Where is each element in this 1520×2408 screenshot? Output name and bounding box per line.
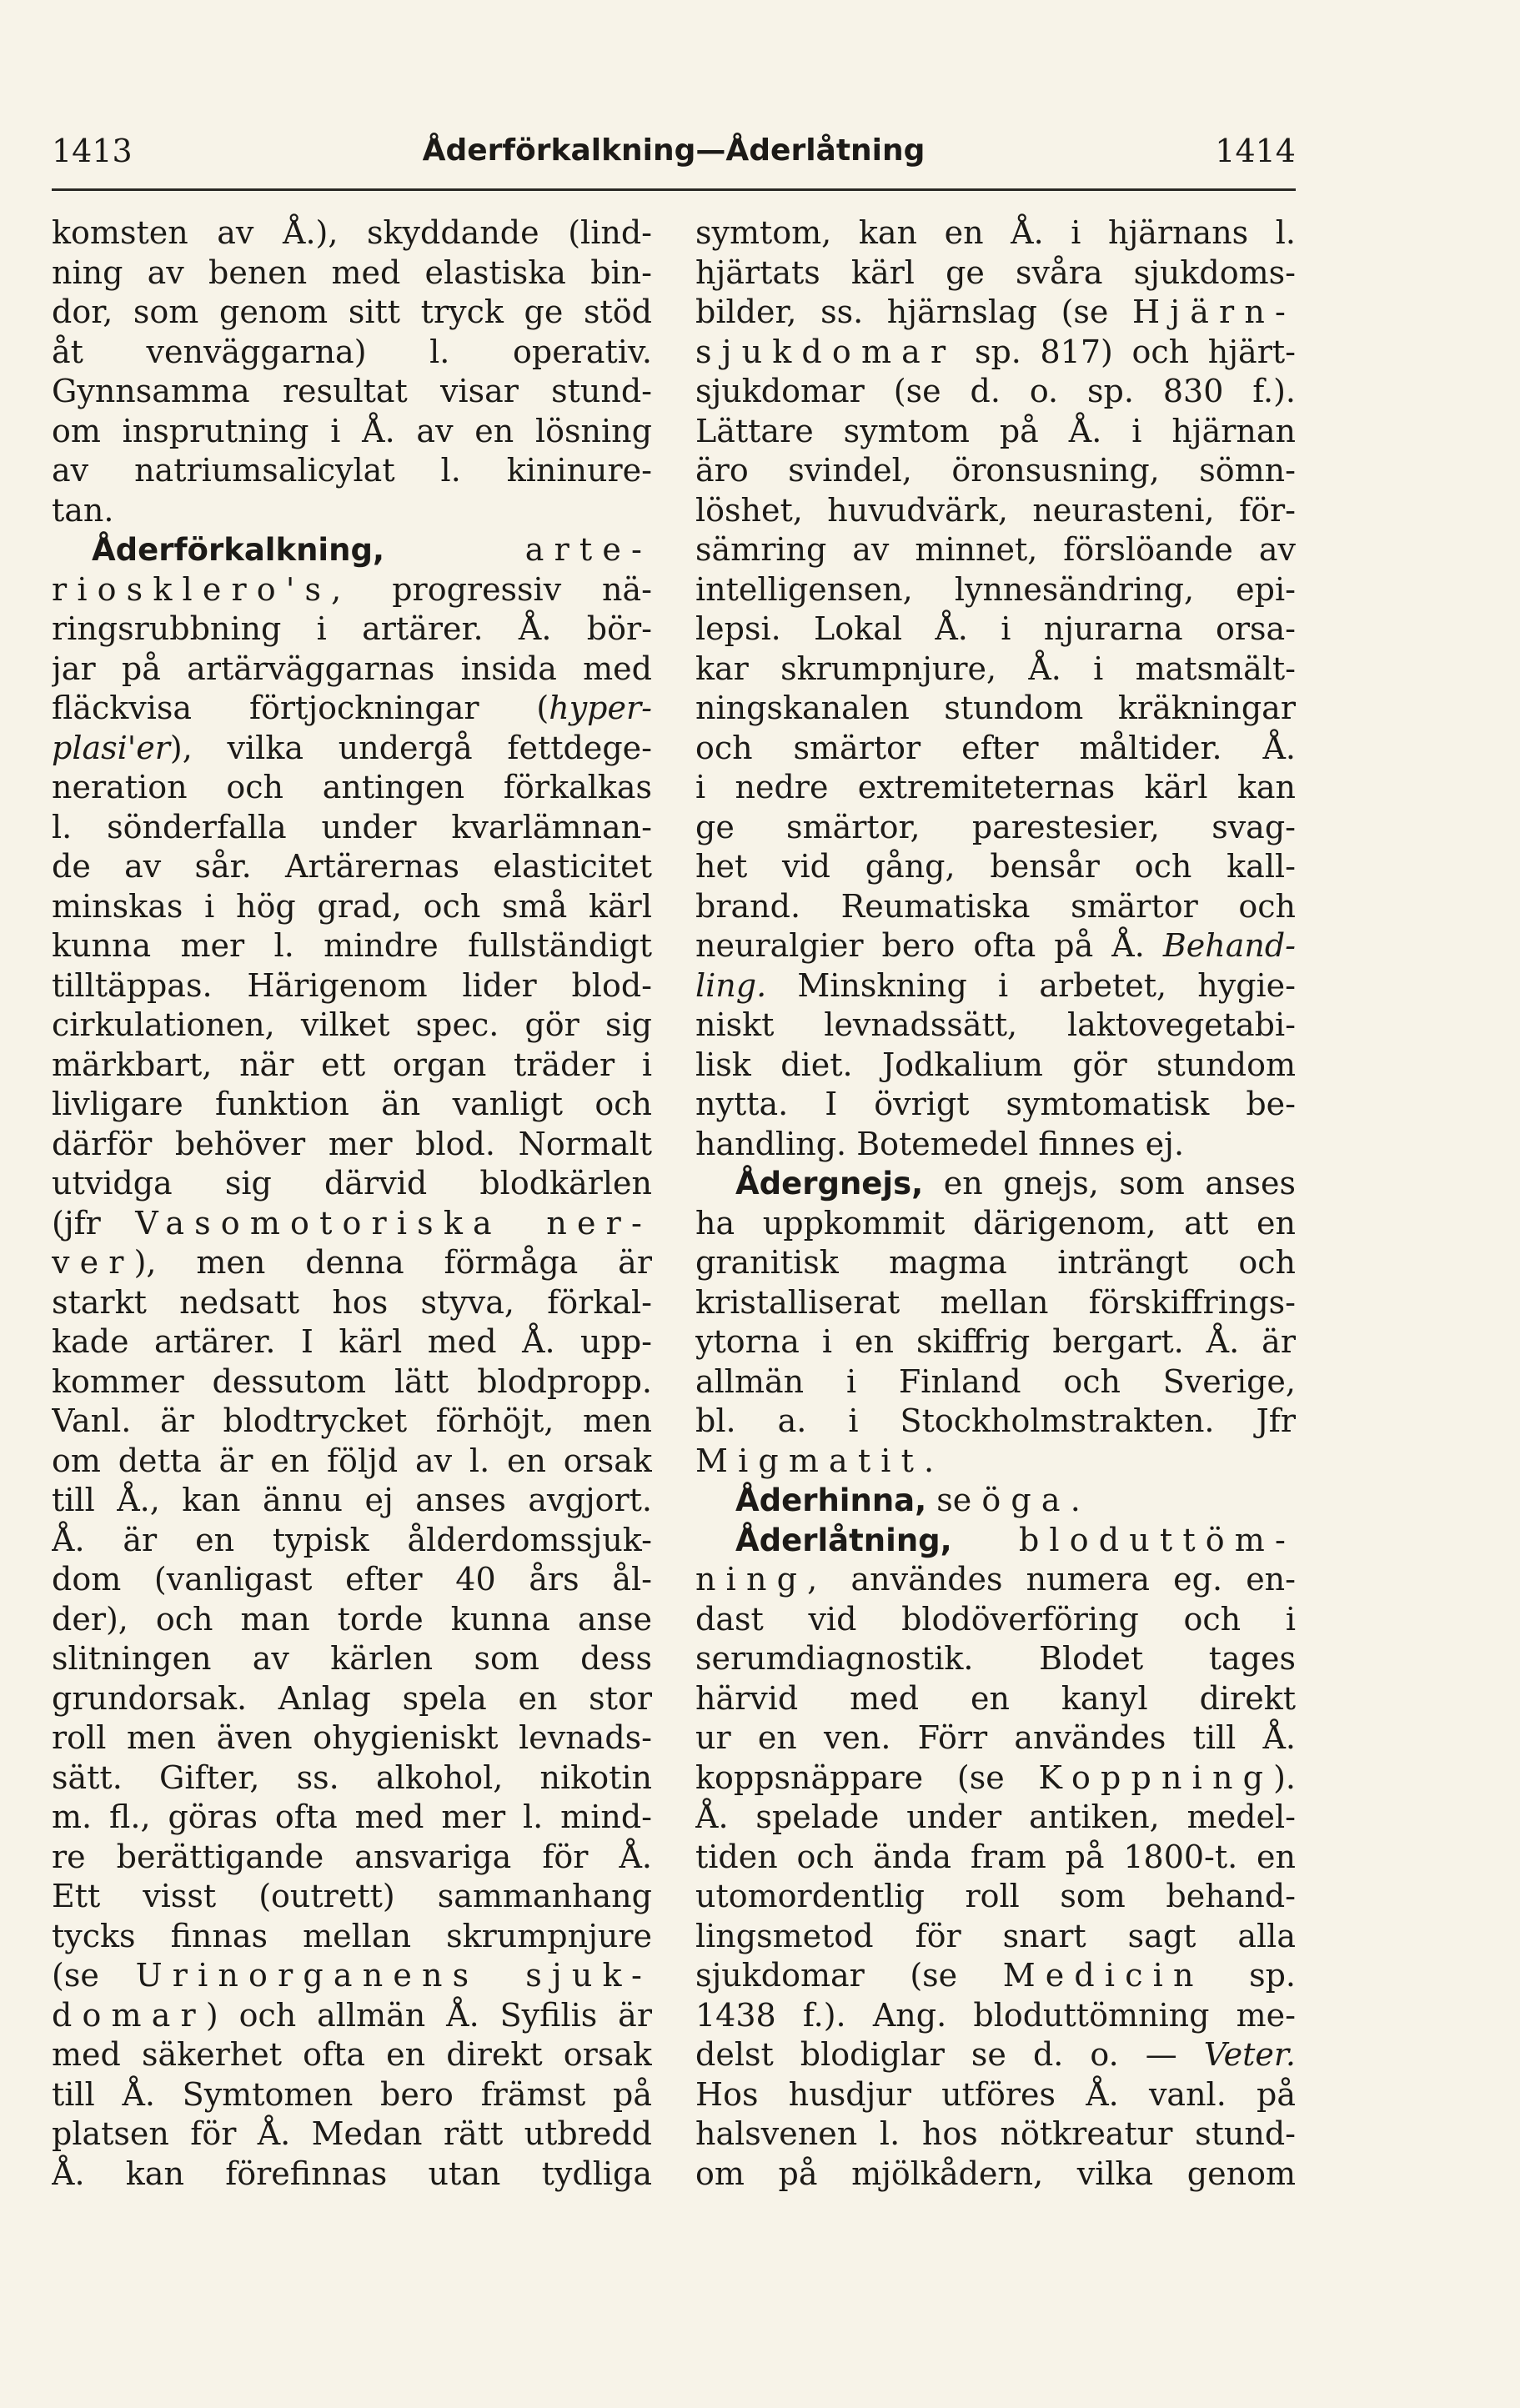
headword-aderforkalkning: Åderförkalkning, — [92, 532, 384, 568]
text-line: handling. Botemedel finnes ej. — [695, 1125, 1185, 1162]
entry-line — [695, 1521, 1296, 1561]
text-run: fläckvisa förtjockningar ( — [52, 690, 549, 726]
text-line: tiden och ända fram på 1800-t. en — [695, 1838, 1296, 1875]
text-line: lepsi. Lokal Å. i njurarna orsa- — [695, 610, 1296, 647]
text-line — [695, 333, 1296, 373]
text-line: ningskanalen stundom kräkningar — [695, 690, 1296, 726]
text-line: slitningen av kärlen som dess — [52, 1640, 652, 1677]
italic-term: ling. — [695, 966, 767, 1004]
text-line: sjukdomar (se d. o. sp. 830 f.). — [695, 373, 1296, 409]
cross-reference-link[interactable]: Medicin — [1002, 1957, 1204, 1994]
text-line: härvid med en kanyl direkt — [695, 1679, 1296, 1717]
italic-term: Behand- — [1162, 927, 1296, 964]
text-line: lisk diet. Jodkalium gör stundom — [695, 1046, 1296, 1083]
text-run: en gnejs, som anses — [923, 1165, 1296, 1201]
text-line: Å. spelade under antiken, medel- — [695, 1798, 1296, 1835]
text-line: kade artärer. I kärl med Å. upp- — [52, 1323, 652, 1360]
text-line — [695, 1442, 1296, 1482]
text-line — [52, 570, 652, 610]
text-line: dor, som genom sitt tryck ge stöd — [52, 293, 652, 330]
text-line: kristalliserat mellan förskiffrings- — [695, 1283, 1296, 1321]
cross-reference-link[interactable]: Hjärn- — [1131, 293, 1296, 330]
text-run: bilder, ss. hjärnslag (se — [695, 293, 1132, 330]
text-line: i nedre extremiteternas kärl kan — [695, 769, 1296, 805]
text-line: utvidga sig därvid blodkärlen — [52, 1165, 652, 1201]
text-line: ge smärtor, parestesier, svag- — [695, 808, 1296, 845]
text-run: sjukdomar (se — [695, 1957, 1003, 1994]
entry-line — [695, 1481, 1296, 1521]
text-line: till Å. Symtomen bero främst på — [52, 2075, 652, 2113]
cross-reference-link[interactable]: domar — [52, 1996, 206, 2034]
text-line: re berättigande ansvariga för Å. — [52, 1838, 652, 1875]
cross-reference-link[interactable]: sjukdomar — [695, 333, 956, 370]
text-run: användes numera eg. en- — [827, 1561, 1296, 1598]
text-line: sämring av minnet, förslöande av — [695, 531, 1296, 568]
text-line: av natriumsalicylat l. kininure- — [52, 452, 652, 489]
headword-adergnejs: Ådergnejs, — [735, 1166, 924, 1201]
text-line: märkbart, när ett organ träder i — [52, 1046, 652, 1083]
spaced-term: arte- — [524, 531, 652, 568]
text-line: cirkulationen, vilket spec. gör sig — [52, 1006, 652, 1043]
text-line: ur en ven. Förr användes till Å. — [695, 1719, 1296, 1756]
right-column — [695, 213, 1296, 2194]
text-line: Gynnsamma resultat visar stund- — [52, 373, 652, 409]
text-line — [695, 1956, 1296, 1996]
text-line: Vanl. är blodtrycket förhöjt, men — [52, 1402, 652, 1439]
text-line: sätt. Gifter, ss. alkohol, nikotin — [52, 1758, 652, 1796]
headword-aderlatning: Åderlåtning, — [735, 1522, 952, 1558]
text-line — [52, 1204, 652, 1244]
text-run: (jfr — [52, 1204, 136, 1242]
italic-term: hyper- — [549, 690, 652, 726]
text-run: delst blodiglar se d. o. — — [695, 2036, 1204, 2073]
page-number-left: 1413 — [52, 133, 133, 169]
text-line — [695, 293, 1296, 333]
text-line: ning av benen med elastiska bin- — [52, 253, 652, 291]
text-line: Å. är en typisk ålderdomssjuk- — [52, 1521, 652, 1558]
left-column — [52, 213, 652, 2194]
text-run: sp. — [1203, 1957, 1296, 1994]
italic-term: Veter. — [1203, 2036, 1296, 2073]
text-line: intelligensen, lynnesändring, epi- — [695, 570, 1296, 608]
text-line — [695, 966, 1296, 1006]
text-line: komsten av Å.), skyddande (lind- — [52, 214, 652, 251]
text-line — [52, 1956, 652, 1996]
text-line: kommer dessutom lätt blodpropp. — [52, 1362, 652, 1400]
text-line: de av sår. Artärernas elasticitet — [52, 848, 652, 885]
page-number-right: 1414 — [1215, 133, 1296, 169]
text-line: kunna mer l. mindre fullständigt — [52, 927, 652, 964]
cross-reference-link[interactable]: Migmatit. — [695, 1442, 945, 1479]
text-line: och smärtor efter måltider. Å. — [695, 729, 1296, 766]
text-line: Hos husdjur utföres Å. vanl. på — [695, 2075, 1296, 2113]
cross-reference-link[interactable]: Vasomotoriska ner- — [135, 1204, 652, 1242]
text-line: symtom, kan en Å. i hjärnans l. — [695, 214, 1296, 251]
text-line: livligare funktion än vanligt och — [52, 1086, 652, 1122]
text-line: l. sönderfalla under kvarlämnan- — [52, 808, 652, 845]
text-line: starkt nedsatt hos styva, förkal- — [52, 1283, 652, 1321]
text-line: jar på artärväggarnas insida med — [52, 650, 652, 687]
text-line: Lättare symtom på Å. i hjärnan — [695, 412, 1296, 449]
header-rule — [52, 188, 1296, 191]
cross-reference-link[interactable]: öga. — [981, 1482, 1091, 1518]
text-line — [695, 926, 1296, 966]
text-line: utomordentlig roll som behand- — [695, 1878, 1296, 1914]
text-line — [695, 2035, 1296, 2075]
page-header — [52, 125, 1296, 183]
text-line: serumdiagnostik. Blodet tages — [695, 1640, 1296, 1677]
text-line: grundorsak. Anlag spela en stor — [52, 1679, 652, 1717]
text-run: Minskning i arbetet, hygie- — [766, 966, 1296, 1004]
text-line: åt venväggarna) l. operativ. — [52, 333, 652, 370]
text-line — [52, 1243, 652, 1283]
text-line: därför behöver mer blod. Normalt — [52, 1125, 652, 1162]
text-line: neration och antingen förkalkas — [52, 769, 652, 805]
text-line: niskt levnadssätt, laktovegetabi- — [695, 1006, 1296, 1043]
text-line: Å. kan förefinnas utan tydliga — [52, 2155, 652, 2192]
text-line: ytorna i en skiffrig bergart. Å. är — [695, 1323, 1296, 1360]
text-run: ) och allmän Å. Syfilis är — [205, 1996, 652, 2034]
text-line — [695, 1560, 1296, 1600]
italic-term: plasi'er — [52, 729, 170, 766]
entry-line — [695, 1164, 1296, 1204]
text-line: het vid gång, bensår och kall- — [695, 848, 1296, 885]
text-line: ha uppkommit därigenom, att en — [695, 1204, 1296, 1242]
text-line: om insprutning i Å. av en lösning — [52, 412, 652, 449]
headword-aderhinna: Åderhinna, — [735, 1482, 927, 1518]
text-line: roll men även ohygieniskt levnads- — [52, 1719, 652, 1756]
text-line: allmän i Finland och Sverige, — [695, 1362, 1296, 1400]
cross-reference-link[interactable]: ver — [52, 1244, 134, 1281]
text-line: brand. Reumatiska smärtor och — [695, 887, 1296, 925]
text-line: tycks finnas mellan skrumpnjure — [52, 1917, 652, 1954]
spaced-term: ning, — [695, 1561, 828, 1598]
text-line: Ett visst (outrett) sammanhang — [52, 1878, 652, 1914]
text-line: 1438 f.). Ang. bloduttömning me- — [695, 1996, 1296, 2034]
running-title: Åderförkalkning—Åderlåtning — [422, 133, 926, 168]
text-line: löshet, huvudvärk, neurasteni, för- — [695, 491, 1296, 529]
text-run: (se — [52, 1957, 136, 1994]
text-line — [52, 729, 652, 769]
text-line: tilltäppas. Härigenom lider blod- — [52, 966, 652, 1004]
cross-reference-link[interactable]: Koppning — [1038, 1758, 1274, 1796]
text-line: till Å., kan ännu ej anses avgjort. — [52, 1482, 652, 1518]
text-run: koppsnäppare (se — [695, 1758, 1039, 1796]
text-line: granitisk magma inträngt och — [695, 1244, 1296, 1281]
text-run: se — [926, 1482, 982, 1518]
text-line — [695, 1758, 1296, 1798]
text-line: dom (vanligast efter 40 års ål- — [52, 1561, 652, 1598]
text-line: lingsmetod för snart sagt alla — [695, 1917, 1296, 1954]
text-line: kar skrumpnjure, Å. i matsmält- — [695, 650, 1296, 687]
text-run: ). — [1273, 1758, 1296, 1796]
cross-reference-link[interactable]: Urinorganens sjuk- — [135, 1957, 652, 1994]
text-line: ringsrubbning i artärer. Å. bör- — [52, 610, 652, 647]
text-run: ), vilka undergå fettdege- — [169, 729, 652, 766]
text-line: der), och man torde kunna anse — [52, 1600, 652, 1638]
text-run: ), men denna förmåga är — [133, 1244, 652, 1281]
text-line — [52, 1996, 652, 2036]
text-line: tan. — [52, 491, 114, 529]
text-line: minskas i hög grad, och små kärl — [52, 887, 652, 925]
text-run: sp. 817) och hjärt- — [956, 333, 1296, 370]
text-line: med säkerhet ofta en direkt orsak — [52, 2036, 652, 2073]
text-line: om på mjölkådern, vilka genom — [695, 2155, 1296, 2192]
text-line: dast vid blodöverföring och i — [695, 1600, 1296, 1638]
text-line: om detta är en följd av l. en orsak — [52, 1442, 652, 1479]
spaced-term: bloduttöm- — [951, 1521, 1296, 1558]
entry-line — [52, 530, 652, 570]
text-line: halsvenen l. hos nötkreatur stund- — [695, 2115, 1296, 2152]
text-run: progressiv nä- — [351, 570, 652, 608]
text-line: hjärtats kärl ge svåra sjukdoms- — [695, 253, 1296, 291]
text-run: neuralgier bero ofta på Å. — [695, 927, 1163, 964]
text-line: bl. a. i Stockholmstrakten. Jfr — [695, 1402, 1296, 1439]
text-line — [52, 689, 652, 729]
text-line: nytta. I övrigt symtomatisk be- — [695, 1086, 1296, 1122]
spaced-term: riosklero's, — [52, 570, 352, 608]
text-line: äro svindel, öronsusning, sömn- — [695, 452, 1296, 489]
text-line: m. fl., göras ofta med mer l. mind- — [52, 1798, 652, 1835]
text-line: platsen för Å. Medan rätt utbredd — [52, 2115, 652, 2152]
